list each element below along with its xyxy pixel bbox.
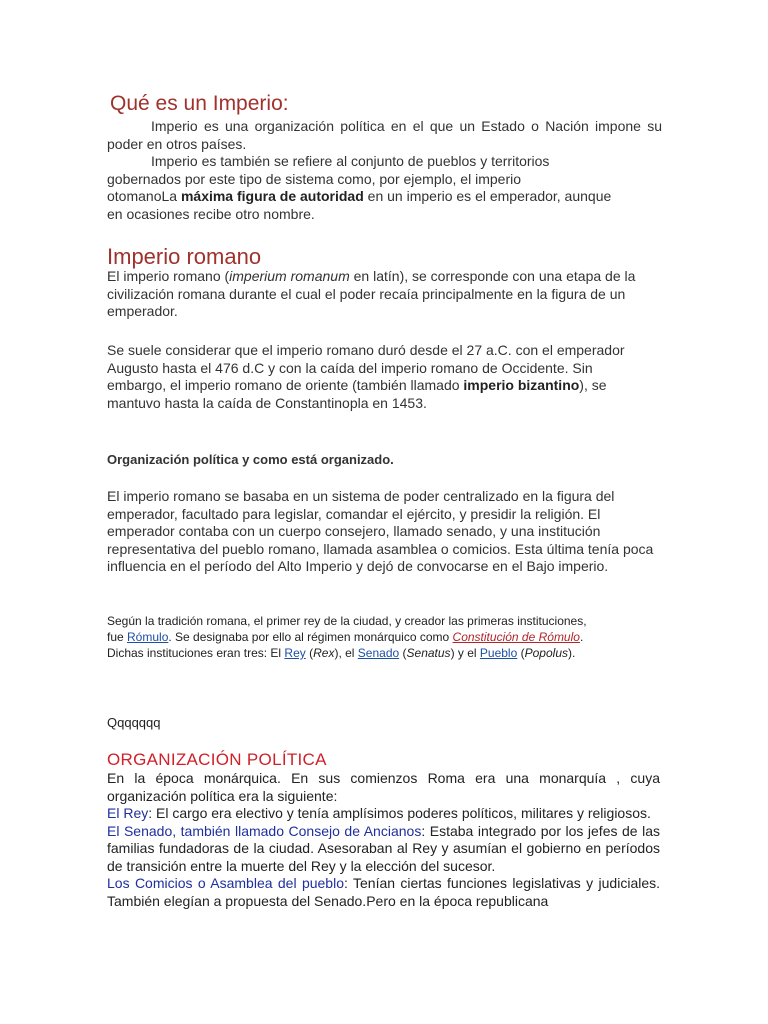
filler-text: Qqqqqqq xyxy=(107,715,161,730)
organizacion-block xyxy=(107,770,660,910)
text-span: : El cargo era electivo y tenía amplísimos poderes políticos, militares y religiosos. xyxy=(148,805,651,821)
label-rey: El Rey xyxy=(107,805,149,821)
text-span: Se suele considerar que el imperio romano duró desde el 27 a.C. con el emperador Augusto hasta el 476 d.C y con la caída del imperio romano de Occidente. Sin embargo, el imperio romano de oriente (también llamado xyxy=(107,342,625,393)
organizacion-senado xyxy=(107,823,660,876)
romano-para-3: El imperio romano se basaba en un sistema de poder centralizado en la figura del emperador, facultado para legislar, comandar el ejército, y presidir la religión. El emperador contaba con un cuerpo consejero, llamado senado, y una institución representativa del pueblo romano, llamada asamblea o comicios. Esta última tenía poca influencia en el período del Alto Imperio y dejó de convocarse en el Bajo imperio. xyxy=(107,488,654,574)
link-constitucion-romulo[interactable]: Constitución de Rómulo xyxy=(452,630,580,644)
text-span: . Se designaba por ello al régimen monárquico como xyxy=(168,630,453,644)
text-span: ), el xyxy=(334,646,358,660)
text-span: Dichas instituciones eran tres: El xyxy=(107,646,285,660)
section-title-que-es-imperio: Qué es un Imperio: xyxy=(110,92,289,115)
imperio-para-1: Imperio es una organización política en el que un Estado o Nación impone su poder en otros países. xyxy=(107,118,662,152)
link-romulo[interactable]: Rómulo xyxy=(127,630,169,644)
text-span: otomanoLa xyxy=(107,188,181,204)
romano-para-2 xyxy=(107,342,652,412)
text-span: : Estaba integrado por los jefes de las familias fundadoras de la ciudad. Asesoraban al Rey y asumían el gobierno en períodos de transición entre la muerte del Rey y la elección del sucesor. xyxy=(107,822,660,874)
italic-span: Rex xyxy=(313,646,335,660)
imperio-para-2-line-2: gobernados por este tipo de sistema como, por ejemplo, el imperio xyxy=(107,170,521,187)
italic-span: imperium romanum xyxy=(229,268,350,284)
section-title-organizacion-politica: ORGANIZACIÓN POLÍTICA xyxy=(107,750,327,769)
imperio-para-2-line-1: Imperio es también se refiere al conjunto de pueblos y territorios xyxy=(151,153,550,169)
text-span: ( xyxy=(399,646,407,660)
text-span: . xyxy=(579,630,584,644)
imperio-para-2-line-4: en ocasiones recibe otro nombre. xyxy=(107,205,315,222)
text-span: ( xyxy=(517,646,525,660)
imperio-para-2-line-3 xyxy=(107,188,662,206)
organizacion-comicios xyxy=(107,875,660,910)
organizacion-rey xyxy=(107,805,660,823)
label-senado: El Senado, también llamado Consejo de Ancianos xyxy=(107,822,422,839)
link-pueblo[interactable]: Pueblo xyxy=(479,646,518,660)
tradition-block xyxy=(107,613,667,661)
organizacion-intro: En la época monárquica. En sus comienzos Roma era una monarquía , cuya organización política era la siguiente: xyxy=(107,770,660,804)
tradition-line-3 xyxy=(107,645,667,661)
text-span: ). xyxy=(568,646,576,660)
text-span: en latín), se corresponde con una etapa de la civilización romana durante el cual el poder recaía principalmente en la figura de un emperador. xyxy=(107,268,636,319)
bold-span: máxima figura de autoridad xyxy=(180,188,364,204)
italic-span: Popolus xyxy=(524,646,568,660)
link-rey[interactable]: Rey xyxy=(284,646,306,660)
imperio-definition-block xyxy=(107,118,662,223)
text-span: ), se mantuvo hasta la caída de Constantinopla en 1453. xyxy=(107,377,607,411)
text-span: ( xyxy=(305,646,314,660)
text-span: El imperio romano ( xyxy=(107,268,230,284)
text-span: ) y el xyxy=(450,646,480,660)
text-span: fue xyxy=(107,630,128,644)
tradition-line-1: Según la tradición romana, el primer rey de la ciudad, y creador las primeras instituciones, xyxy=(107,614,587,628)
link-senado[interactable]: Senado xyxy=(357,646,400,660)
section-title-imperio-romano: Imperio romano xyxy=(107,244,262,269)
text-span: en un imperio es el emperador, aunque xyxy=(363,188,612,204)
text-span: : Tenían ciertas funciones legislativas y judiciales. También elegían a propuesta del Senado.Pero en la época republicana xyxy=(107,875,661,909)
italic-span: Senatus xyxy=(406,646,451,660)
subheading-organizacion: Organización política y como está organizado. xyxy=(107,452,394,467)
label-comicios: Los Comicios o Asamblea del pueblo xyxy=(107,875,344,891)
tradition-line-2 xyxy=(107,629,667,645)
bold-span: imperio bizantino xyxy=(463,377,580,393)
romano-para-1 xyxy=(107,268,662,321)
